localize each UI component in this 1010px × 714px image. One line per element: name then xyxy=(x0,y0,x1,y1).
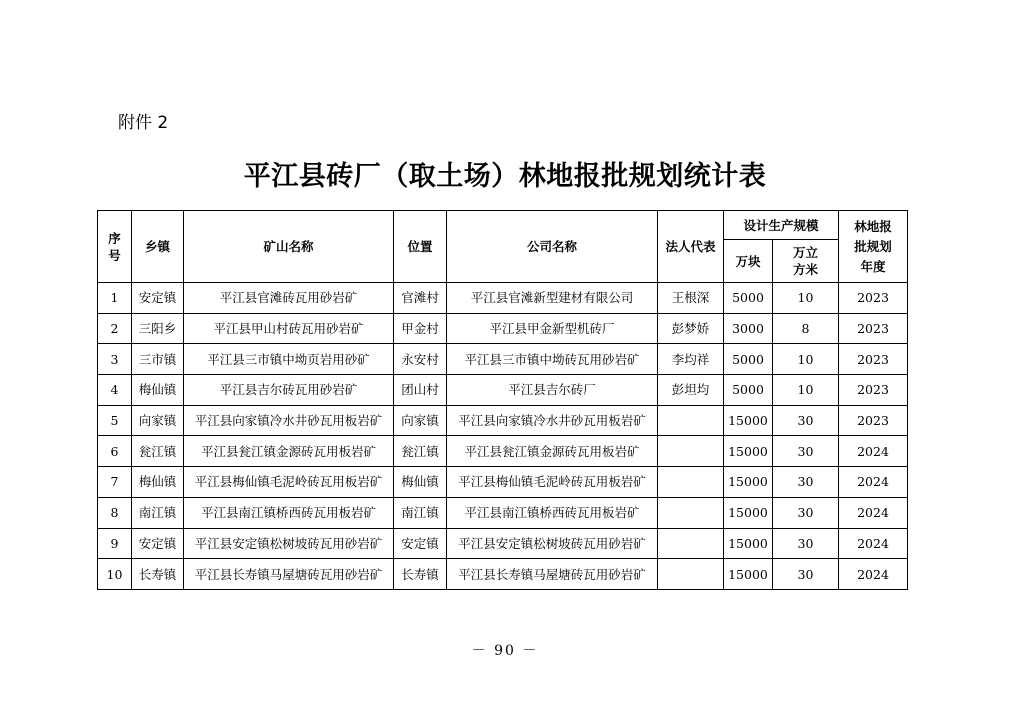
cell-location: 梅仙镇 xyxy=(394,467,447,498)
cell-wan-kuai: 15000 xyxy=(724,559,773,590)
table-row xyxy=(98,344,908,375)
cell-seq: 3 xyxy=(98,344,132,375)
cell-location: 官滩村 xyxy=(394,283,447,314)
cell-wan-li-fang-mi: 8 xyxy=(773,313,839,344)
cell-legal-rep xyxy=(658,436,724,467)
cell-location: 永安村 xyxy=(394,344,447,375)
cell-seq: 8 xyxy=(98,497,132,528)
cell-location: 向家镇 xyxy=(394,405,447,436)
cell-legal-rep xyxy=(658,528,724,559)
cell-town: 安定镇 xyxy=(132,283,184,314)
cell-town: 长寿镇 xyxy=(132,559,184,590)
cell-wan-li-fang-mi: 10 xyxy=(773,283,839,314)
cell-company: 平江县向家镇冷水井砂瓦用板岩矿 xyxy=(447,405,658,436)
cell-wan-kuai: 15000 xyxy=(724,497,773,528)
cell-town: 梅仙镇 xyxy=(132,375,184,406)
cell-legal-rep: 李均祥 xyxy=(658,344,724,375)
cell-legal-rep xyxy=(658,559,724,590)
header-wan-li-fang-mi: 万立方米 xyxy=(773,240,839,283)
cell-location: 长寿镇 xyxy=(394,559,447,590)
cell-seq: 4 xyxy=(98,375,132,406)
cell-wan-li-fang-mi: 30 xyxy=(773,436,839,467)
cell-wan-li-fang-mi: 30 xyxy=(773,528,839,559)
cell-wan-li-fang-mi: 30 xyxy=(773,559,839,590)
table-row xyxy=(98,497,908,528)
cell-mine-name: 平江县甲山村砖瓦用砂岩矿 xyxy=(184,313,394,344)
cell-company: 平江县吉尔砖厂 xyxy=(447,375,658,406)
page-number: － 90 － xyxy=(471,643,539,659)
cell-plan-year: 2023 xyxy=(839,283,908,314)
cell-wan-li-fang-mi: 30 xyxy=(773,497,839,528)
cell-wan-kuai: 5000 xyxy=(724,283,773,314)
cell-seq: 6 xyxy=(98,436,132,467)
cell-wan-li-fang-mi: 30 xyxy=(773,405,839,436)
header-town: 乡镇 xyxy=(132,211,184,283)
table-row xyxy=(98,559,908,590)
table-row xyxy=(98,375,908,406)
cell-town: 三阳乡 xyxy=(132,313,184,344)
cell-location: 甲金村 xyxy=(394,313,447,344)
cell-wan-li-fang-mi: 10 xyxy=(773,344,839,375)
table-row xyxy=(98,528,908,559)
cell-seq: 1 xyxy=(98,283,132,314)
header-legal-rep: 法人代表 xyxy=(658,211,724,283)
cell-company: 平江县瓮江镇金源砖瓦用板岩矿 xyxy=(447,436,658,467)
cell-mine-name: 平江县长寿镇马屋塘砖瓦用砂岩矿 xyxy=(184,559,394,590)
cell-seq: 7 xyxy=(98,467,132,498)
cell-seq: 10 xyxy=(98,559,132,590)
cell-town: 安定镇 xyxy=(132,528,184,559)
table-row xyxy=(98,436,908,467)
header-seq: 序号 xyxy=(98,211,132,283)
cell-company: 平江县长寿镇马屋塘砖瓦用砂岩矿 xyxy=(447,559,658,590)
cell-seq: 9 xyxy=(98,528,132,559)
attachment-label: 附件 2 xyxy=(118,113,169,133)
cell-location: 团山村 xyxy=(394,375,447,406)
statistics-table xyxy=(97,210,908,590)
cell-wan-li-fang-mi: 30 xyxy=(773,467,839,498)
cell-mine-name: 平江县吉尔砖瓦用砂岩矿 xyxy=(184,375,394,406)
header-company-name: 公司名称 xyxy=(447,211,658,283)
cell-wan-kuai: 15000 xyxy=(724,467,773,498)
cell-company: 平江县安定镇松树坡砖瓦用砂岩矿 xyxy=(447,528,658,559)
cell-company: 平江县官滩新型建材有限公司 xyxy=(447,283,658,314)
cell-mine-name: 平江县瓮江镇金源砖瓦用板岩矿 xyxy=(184,436,394,467)
cell-town: 三市镇 xyxy=(132,344,184,375)
cell-location: 南江镇 xyxy=(394,497,447,528)
header-mine-name: 矿山名称 xyxy=(184,211,394,283)
cell-town: 瓮江镇 xyxy=(132,436,184,467)
cell-mine-name: 平江县梅仙镇毛泥岭砖瓦用板岩矿 xyxy=(184,467,394,498)
cell-plan-year: 2023 xyxy=(839,344,908,375)
table-row xyxy=(98,283,908,314)
cell-company: 平江县甲金新型机砖厂 xyxy=(447,313,658,344)
header-design-scale: 设计生产规模 xyxy=(724,211,839,240)
cell-wan-kuai: 15000 xyxy=(724,436,773,467)
cell-plan-year: 2024 xyxy=(839,497,908,528)
cell-plan-year: 2024 xyxy=(839,528,908,559)
cell-plan-year: 2023 xyxy=(839,405,908,436)
cell-seq: 5 xyxy=(98,405,132,436)
cell-plan-year: 2024 xyxy=(839,467,908,498)
cell-wan-kuai: 5000 xyxy=(724,344,773,375)
header-location: 位置 xyxy=(394,211,447,283)
table-row xyxy=(98,467,908,498)
cell-company: 平江县梅仙镇毛泥岭砖瓦用板岩矿 xyxy=(447,467,658,498)
cell-mine-name: 平江县安定镇松树坡砖瓦用砂岩矿 xyxy=(184,528,394,559)
cell-legal-rep: 彭坦均 xyxy=(658,375,724,406)
cell-legal-rep xyxy=(658,405,724,436)
cell-company: 平江县三市镇中坳砖瓦用砂岩矿 xyxy=(447,344,658,375)
cell-location: 安定镇 xyxy=(394,528,447,559)
cell-town: 南江镇 xyxy=(132,497,184,528)
cell-wan-kuai: 15000 xyxy=(724,528,773,559)
cell-legal-rep xyxy=(658,467,724,498)
cell-wan-kuai: 3000 xyxy=(724,313,773,344)
cell-plan-year: 2023 xyxy=(839,375,908,406)
cell-legal-rep: 王根深 xyxy=(658,283,724,314)
cell-wan-kuai: 5000 xyxy=(724,375,773,406)
cell-plan-year: 2024 xyxy=(839,436,908,467)
table-row xyxy=(98,405,908,436)
cell-legal-rep xyxy=(658,497,724,528)
header-wan-kuai: 万块 xyxy=(724,240,773,283)
cell-legal-rep: 彭梦娇 xyxy=(658,313,724,344)
table-row xyxy=(98,313,908,344)
document-title: 平江县砖厂（取土场）林地报批规划统计表 xyxy=(243,161,767,192)
cell-mine-name: 平江县向家镇冷水井砂瓦用板岩矿 xyxy=(184,405,394,436)
cell-town: 向家镇 xyxy=(132,405,184,436)
cell-mine-name: 平江县三市镇中坳页岩用砂矿 xyxy=(184,344,394,375)
cell-company: 平江县南江镇桥西砖瓦用板岩矿 xyxy=(447,497,658,528)
cell-wan-li-fang-mi: 10 xyxy=(773,375,839,406)
cell-wan-kuai: 15000 xyxy=(724,405,773,436)
header-plan-year: 林地报批规划年度 xyxy=(839,211,908,283)
cell-seq: 2 xyxy=(98,313,132,344)
cell-plan-year: 2023 xyxy=(839,313,908,344)
cell-town: 梅仙镇 xyxy=(132,467,184,498)
cell-mine-name: 平江县南江镇桥西砖瓦用板岩矿 xyxy=(184,497,394,528)
cell-mine-name: 平江县官滩砖瓦用砂岩矿 xyxy=(184,283,394,314)
cell-location: 瓮江镇 xyxy=(394,436,447,467)
cell-plan-year: 2024 xyxy=(839,559,908,590)
